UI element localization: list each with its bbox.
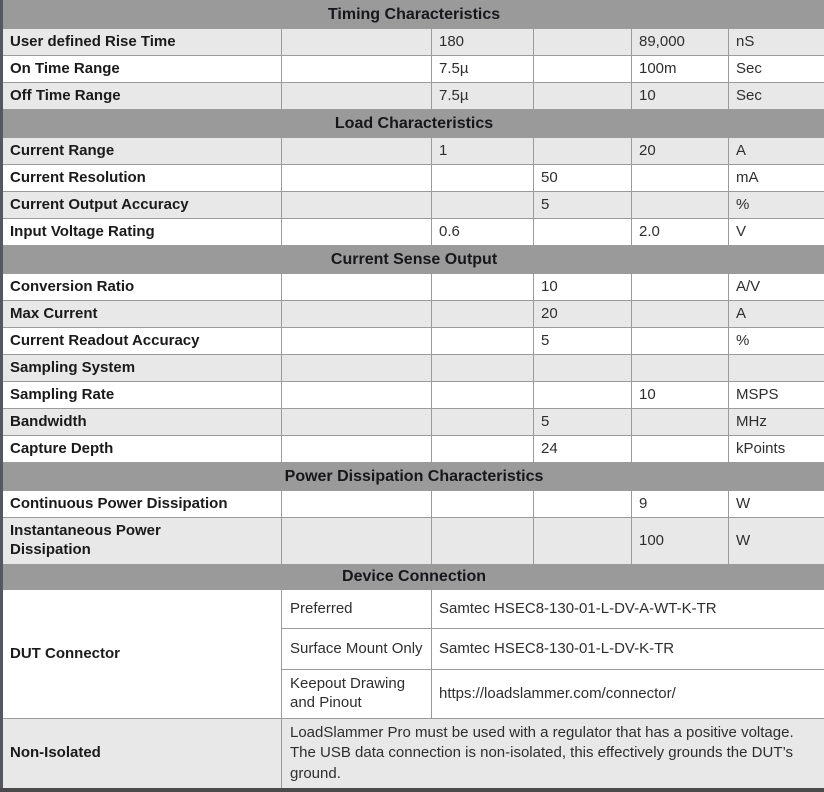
max-value: 100m	[632, 56, 729, 83]
cond-cell	[282, 436, 432, 463]
spec-row	[2, 355, 824, 382]
typ-value: 24	[534, 436, 632, 463]
spec-row	[2, 328, 824, 355]
param-label-text: Instantaneous Power Dissipation	[10, 522, 175, 560]
max-value	[632, 355, 729, 382]
spec-row	[2, 491, 824, 518]
cond-cell	[282, 518, 432, 565]
cond-cell	[282, 382, 432, 409]
param-label: Current Resolution	[2, 165, 282, 192]
min-value: 7.5µ	[432, 56, 534, 83]
max-value: 9	[632, 491, 729, 518]
max-value: 100	[632, 518, 729, 565]
param-label: Sampling System	[2, 355, 282, 382]
cond-cell	[282, 491, 432, 518]
typ-value: 5	[534, 192, 632, 219]
param-label: DUT Connector	[2, 590, 282, 719]
max-value	[632, 328, 729, 355]
cond-cell	[282, 355, 432, 382]
section-header-device-connection	[2, 565, 824, 590]
spec-row	[2, 219, 824, 246]
unit-cell: V	[729, 219, 824, 246]
param-label: Conversion Ratio	[2, 274, 282, 301]
connector-option-value: Samtec HSEC8-130-01-L-DV-A-WT-K-TR	[432, 590, 824, 629]
min-value	[432, 355, 534, 382]
min-value	[432, 165, 534, 192]
min-value: 1	[432, 138, 534, 165]
typ-value	[534, 219, 632, 246]
unit-cell: kPoints	[729, 436, 824, 463]
unit-cell: %	[729, 192, 824, 219]
unit-cell: A/V	[729, 274, 824, 301]
section-title: Timing Characteristics	[2, 1, 824, 29]
spec-row	[2, 382, 824, 409]
param-label: Continuous Power Dissipation	[2, 491, 282, 518]
max-value: 10	[632, 83, 729, 110]
max-value: 89,000	[632, 29, 729, 56]
spec-row	[2, 518, 824, 565]
min-value	[432, 409, 534, 436]
dut-connector-row	[2, 590, 824, 629]
spec-row	[2, 29, 824, 56]
unit-cell: Sec	[729, 83, 824, 110]
non-isolated-row	[2, 719, 824, 790]
spec-row	[2, 436, 824, 463]
typ-value	[534, 355, 632, 382]
section-header-load	[2, 110, 824, 138]
section-title: Power Dissipation Characteristics	[2, 463, 824, 491]
spec-row	[2, 274, 824, 301]
typ-value: 50	[534, 165, 632, 192]
cond-cell	[282, 328, 432, 355]
param-label: Off Time Range	[2, 83, 282, 110]
spec-row	[2, 83, 824, 110]
non-isolated-note: LoadSlammer Pro must be used with a regulator that has a positive voltage. The USB data connection is non-isolated, this effectively grounds the DUT’s ground.	[282, 719, 824, 790]
param-label: Current Range	[2, 138, 282, 165]
param-label: Current Output Accuracy	[2, 192, 282, 219]
typ-value: 20	[534, 301, 632, 328]
cond-cell	[282, 192, 432, 219]
section-title: Load Characteristics	[2, 110, 824, 138]
typ-value	[534, 491, 632, 518]
typ-value	[534, 83, 632, 110]
param-label: Non-Isolated	[2, 719, 282, 790]
cond-cell	[282, 301, 432, 328]
max-value: 20	[632, 138, 729, 165]
connector-option-type: Preferred	[282, 590, 432, 629]
min-value	[432, 274, 534, 301]
param-label	[2, 518, 282, 565]
cond-cell	[282, 219, 432, 246]
param-label: Bandwidth	[2, 409, 282, 436]
typ-value: 5	[534, 409, 632, 436]
section-header-power	[2, 463, 824, 491]
connector-option-value: Samtec HSEC8-130-01-L-DV-K-TR	[432, 629, 824, 670]
unit-cell: W	[729, 491, 824, 518]
connector-option-type: Keepout Drawing and Pinout	[282, 670, 432, 719]
max-value	[632, 409, 729, 436]
typ-value: 5	[534, 328, 632, 355]
max-value: 10	[632, 382, 729, 409]
unit-cell: %	[729, 328, 824, 355]
unit-cell: Sec	[729, 56, 824, 83]
spec-row	[2, 138, 824, 165]
typ-value	[534, 56, 632, 83]
typ-value	[534, 382, 632, 409]
max-value	[632, 165, 729, 192]
max-value	[632, 192, 729, 219]
cond-cell	[282, 165, 432, 192]
param-label: On Time Range	[2, 56, 282, 83]
min-value	[432, 382, 534, 409]
spec-row	[2, 301, 824, 328]
min-value	[432, 192, 534, 219]
cond-cell	[282, 56, 432, 83]
min-value: 180	[432, 29, 534, 56]
cond-cell	[282, 138, 432, 165]
section-header-current-sense	[2, 246, 824, 274]
min-value	[432, 436, 534, 463]
param-label: Sampling Rate	[2, 382, 282, 409]
unit-cell: A	[729, 301, 824, 328]
param-label: User defined Rise Time	[2, 29, 282, 56]
max-value: 2.0	[632, 219, 729, 246]
unit-cell: mA	[729, 165, 824, 192]
typ-value	[534, 138, 632, 165]
param-label: Input Voltage Rating	[2, 219, 282, 246]
typ-value: 10	[534, 274, 632, 301]
typ-value	[534, 518, 632, 565]
unit-cell: nS	[729, 29, 824, 56]
min-value	[432, 328, 534, 355]
min-value	[432, 491, 534, 518]
spec-row	[2, 165, 824, 192]
cond-cell	[282, 274, 432, 301]
connector-option-type: Surface Mount Only	[282, 629, 432, 670]
unit-cell: W	[729, 518, 824, 565]
min-value	[432, 518, 534, 565]
spec-row	[2, 56, 824, 83]
section-header-timing	[2, 1, 824, 29]
unit-cell: A	[729, 138, 824, 165]
section-title: Current Sense Output	[2, 246, 824, 274]
param-label: Max Current	[2, 301, 282, 328]
spec-row	[2, 409, 824, 436]
min-value: 7.5µ	[432, 83, 534, 110]
min-value: 0.6	[432, 219, 534, 246]
unit-cell: MHz	[729, 409, 824, 436]
unit-cell	[729, 355, 824, 382]
section-title: Device Connection	[2, 565, 824, 590]
param-label: Capture Depth	[2, 436, 282, 463]
cond-cell	[282, 409, 432, 436]
max-value	[632, 436, 729, 463]
spec-row	[2, 192, 824, 219]
typ-value	[534, 29, 632, 56]
cond-cell	[282, 83, 432, 110]
unit-cell: MSPS	[729, 382, 824, 409]
connector-url-link[interactable]: https://loadslammer.com/connector/	[432, 670, 824, 719]
param-label: Current Readout Accuracy	[2, 328, 282, 355]
max-value	[632, 301, 729, 328]
max-value	[632, 274, 729, 301]
cond-cell	[282, 29, 432, 56]
min-value	[432, 301, 534, 328]
